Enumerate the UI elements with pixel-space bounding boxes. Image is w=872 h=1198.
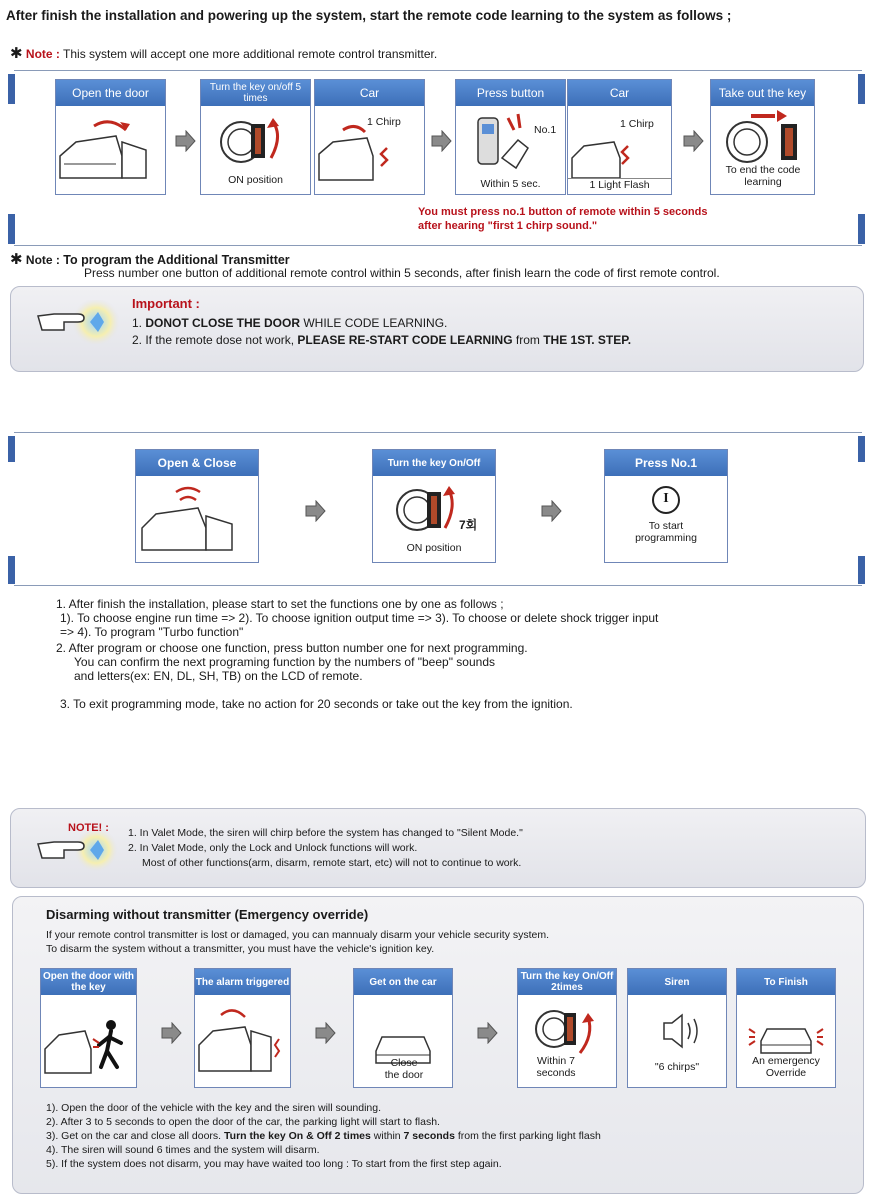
arrow-right-icon bbox=[476, 1022, 498, 1044]
step-sub: ON position bbox=[406, 542, 462, 554]
program-line-3: => 4). To program "Turbo function" bbox=[60, 625, 244, 639]
valet-note-line-1: 1. In Valet Mode, the siren will chirp before the system has changed to "Silent Mode." bbox=[128, 827, 523, 839]
car-door-icon bbox=[136, 476, 258, 562]
step-sub: Within 5 sec. bbox=[480, 178, 541, 190]
program-list bbox=[56, 597, 658, 711]
step-caption: Press button bbox=[456, 80, 565, 106]
step-caption: Car bbox=[315, 80, 424, 106]
emergency-step-text-4: 4). The siren will sound 6 times and the system will disarm. bbox=[46, 1144, 320, 1156]
ignition-key-icon bbox=[373, 476, 495, 562]
note-line bbox=[10, 44, 437, 62]
emergency-step-turn-key bbox=[517, 968, 617, 1088]
step-sub: 1 Chirp bbox=[367, 116, 401, 128]
step-tag: No.1 bbox=[534, 124, 557, 136]
program-line-2: 1). To choose engine run time => 2). To choose ignition output time => 3). To choose or delete shock trigger input bbox=[60, 611, 659, 625]
step-caption: Take out the key bbox=[711, 80, 814, 106]
valet-note-line-2: 2. In Valet Mode, only the Lock and Unlock functions will work. bbox=[128, 842, 418, 854]
flow2-step-press-no1 bbox=[604, 449, 728, 563]
arrow-right-icon bbox=[304, 500, 326, 522]
car-flash-icon bbox=[737, 995, 835, 1087]
step-sub: Close the door bbox=[384, 1057, 424, 1081]
car-flash-icon bbox=[568, 106, 671, 194]
note-label: Note : bbox=[25, 253, 60, 267]
step-tag: 7회 bbox=[459, 518, 478, 532]
step-caption: Open the door bbox=[56, 80, 165, 106]
step-tag: 1 Chirp bbox=[620, 118, 654, 130]
flow1-right-bar-bottom bbox=[858, 214, 865, 244]
flow1-left-bar-bottom bbox=[8, 214, 15, 244]
car-door-open-icon bbox=[56, 106, 165, 194]
remote-press-icon bbox=[456, 106, 565, 194]
arrow-right-icon bbox=[160, 1022, 182, 1044]
pointing-hand-icon bbox=[34, 828, 124, 872]
car-front-icon bbox=[354, 995, 452, 1087]
button-one-icon bbox=[605, 476, 727, 562]
emergency-step-text-1: 1). Open the door of the vehicle with the key and the siren will sounding. bbox=[46, 1102, 382, 1114]
arrow-right-icon bbox=[314, 1022, 336, 1044]
key-removal-icon bbox=[711, 106, 814, 194]
flow2-left-bar-bottom bbox=[8, 556, 15, 584]
pointing-hand-icon bbox=[34, 300, 124, 344]
step-caption: Open the door with the key bbox=[42, 971, 135, 993]
warning-line-1: You must press no.1 button of remote within 5 seconds bbox=[418, 206, 708, 218]
emergency-step-finish bbox=[736, 968, 836, 1088]
button-symbol: I bbox=[663, 491, 669, 506]
warning-line-2: after hearing "first 1 chirp sound." bbox=[418, 220, 598, 232]
flow2-right-bar-top bbox=[858, 436, 865, 462]
arrow-right-icon bbox=[540, 500, 562, 522]
emergency-step-siren bbox=[627, 968, 727, 1088]
alarm-car-icon bbox=[195, 995, 290, 1087]
flow1-step-turn-key bbox=[200, 79, 311, 195]
step-caption: Turn the key On/Off bbox=[373, 450, 495, 476]
important-line-1: 1. DONOT CLOSE THE DOOR WHILE CODE LEARNING. bbox=[132, 316, 448, 330]
flow1-right-bar-top bbox=[858, 74, 865, 104]
emergency-intro-1: If your remote control transmitter is lost or damaged, you can mannualy disarm your vehicle security system. bbox=[46, 929, 550, 941]
emergency-step-text-3: 3). Get on the car and close all doors. Turn the key On & Off 2 times within 7 seconds from the first parking light flash bbox=[46, 1130, 601, 1142]
flow2-step-turn-key bbox=[372, 449, 496, 563]
program-line-7: 3. To exit programming mode, take no action for 20 seconds or take out the key from the ignition. bbox=[60, 697, 573, 711]
open-door-person-icon bbox=[41, 995, 136, 1087]
valet-note-label: NOTE! : bbox=[68, 822, 109, 834]
program-line-6: and letters(ex: EN, DL, SH, TB) on the LCD of remote. bbox=[74, 669, 363, 683]
step-caption: Turn the key On/Off 2times bbox=[518, 969, 616, 995]
step-sub: Within 7 seconds bbox=[536, 1055, 576, 1079]
star-icon: ✱ bbox=[10, 251, 23, 268]
step-caption: The alarm triggered bbox=[195, 969, 290, 995]
flow1-step-car-chirp bbox=[314, 79, 425, 195]
step-sub: To start programming bbox=[635, 520, 697, 544]
arrow-right-icon bbox=[174, 130, 196, 152]
arrow-right-icon bbox=[430, 130, 452, 152]
star-icon: ✱ bbox=[10, 45, 23, 62]
program-line-5: You can confirm the next programing function by the numbers of "beep" sounds bbox=[74, 655, 495, 669]
emergency-step-alarm bbox=[194, 968, 291, 1088]
note-text: Press number one button of additional remote control within 5 seconds, after finish learn the code of first remote control. bbox=[84, 266, 720, 280]
flow1-left-bar-top bbox=[8, 74, 15, 104]
step-caption: Siren bbox=[628, 969, 726, 995]
speaker-icon bbox=[628, 995, 726, 1087]
step-caption: To Finish bbox=[737, 969, 835, 995]
flow1-step-open-door bbox=[55, 79, 166, 195]
step-sub: ON position bbox=[228, 174, 283, 186]
emergency-title: Disarming without transmitter (Emergency override) bbox=[46, 907, 369, 922]
step-caption: Get on the car bbox=[354, 969, 452, 995]
step-caption: Press No.1 bbox=[605, 450, 727, 476]
emergency-step-get-on bbox=[353, 968, 453, 1088]
valet-note-line-3: Most of other functions(arm, disarm, remote start, etc) will not to continue to work. bbox=[142, 857, 522, 869]
important-line-2: 2. If the remote dose not work, PLEASE RE-START CODE LEARNING from THE 1ST. STEP. bbox=[132, 333, 632, 347]
note-text: This system will accept one more additional remote control transmitter. bbox=[63, 47, 438, 61]
flow1-step-take-out-key bbox=[710, 79, 815, 195]
ignition-key-icon bbox=[518, 995, 616, 1087]
page-header: After finish the installation and powering up the system, start the remote code learning to the system as follows ; bbox=[6, 8, 732, 23]
flow1-step-press-button bbox=[455, 79, 566, 195]
emergency-step-open-door bbox=[40, 968, 137, 1088]
step-caption: Car bbox=[568, 80, 671, 106]
flow2-left-bar-top bbox=[8, 436, 15, 462]
emergency-intro-2: To disarm the system without a transmitter, you must have the vehicle's ignition key. bbox=[46, 943, 435, 955]
program-line-1: 1. After finish the installation, please start to set the functions one by one as follows ; bbox=[56, 597, 504, 611]
step-sub: 1 Light Flash bbox=[568, 178, 671, 191]
step-sub: "6 chirps" bbox=[654, 1061, 700, 1073]
program-line-4: 2. After program or choose one function, press button number one for next programming. bbox=[56, 641, 528, 655]
note-title: To program the Additional Transmitter bbox=[63, 253, 290, 267]
flow1-step-car-flash bbox=[567, 79, 672, 195]
step-sub: To end the code learning bbox=[725, 164, 801, 188]
ignition-key-icon bbox=[201, 106, 310, 194]
emergency-step-text-2: 2). After 3 to 5 seconds to open the door of the car, the parking light will start to flash. bbox=[46, 1116, 440, 1128]
flow2-step-open-close bbox=[135, 449, 259, 563]
step-sub: An emergency Override bbox=[752, 1055, 820, 1079]
step-caption: Open & Close bbox=[136, 450, 258, 476]
note-label: Note : bbox=[25, 47, 60, 61]
arrow-right-icon bbox=[682, 130, 704, 152]
car-chirp-icon bbox=[315, 106, 424, 194]
step-caption: Turn the key on/off 5 times bbox=[201, 80, 310, 106]
important-title: Important : bbox=[132, 296, 200, 311]
emergency-step-text-5: 5). If the system does not disarm, you may have waited too long : To start from the first step again. bbox=[46, 1158, 502, 1170]
flow2-right-bar-bottom bbox=[858, 556, 865, 584]
